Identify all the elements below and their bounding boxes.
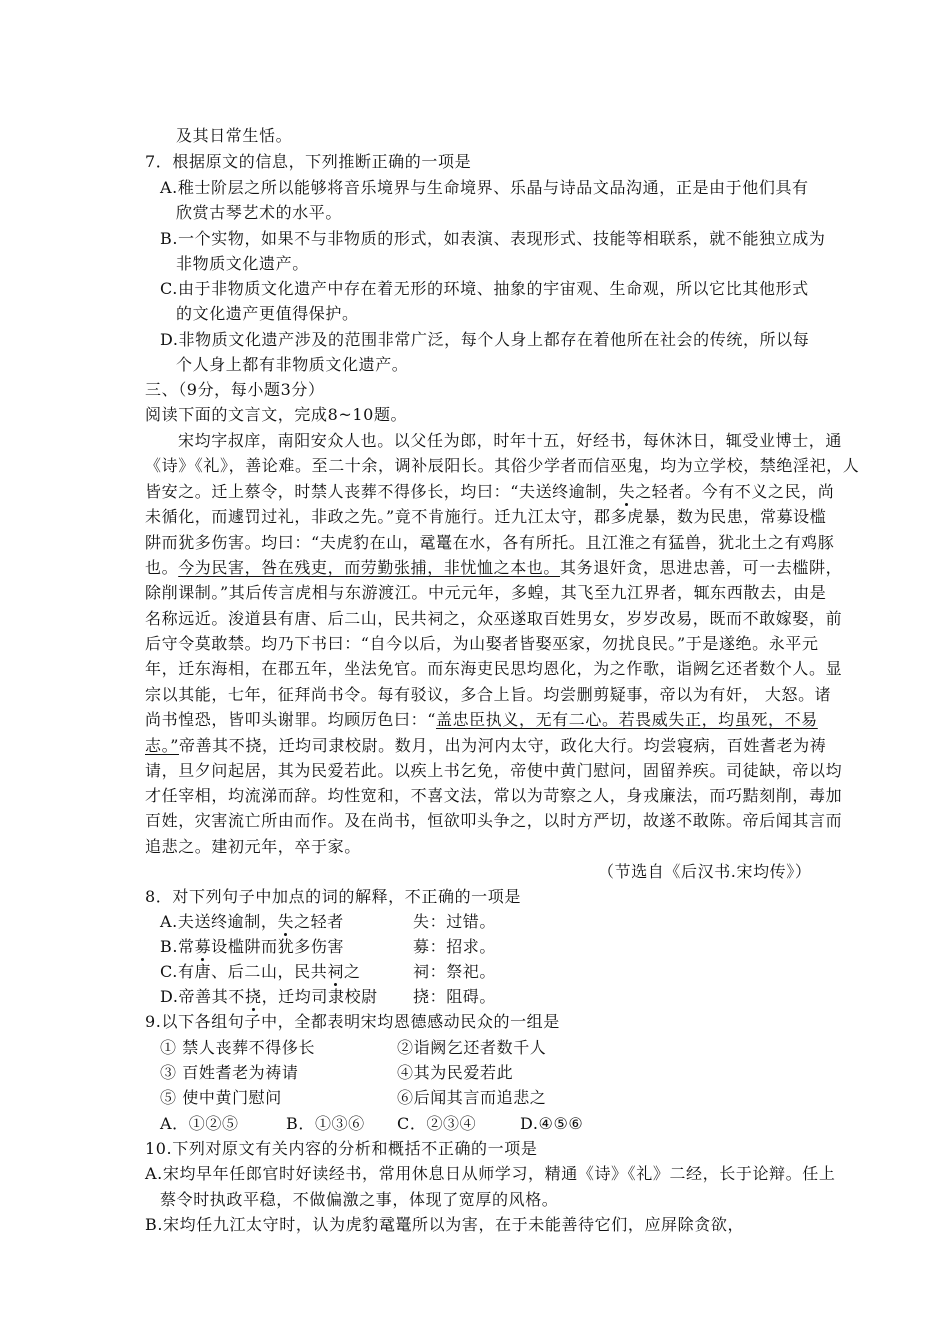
q7-option-c-line1: C.由于非物质文化遗产中存在着无形的环境、抽象的宇宙观、生命观，所以它比其他形式	[160, 279, 809, 298]
underlined-sentence: 盖忠臣执义，无有二心。若畏威失正，均虽死，不易	[435, 710, 818, 729]
passage-source: （节选自《后汉书.宋均传》）	[598, 862, 812, 881]
passage-text: 其务退奸贪，思进忠善，可一去槛阱，	[560, 558, 843, 577]
q9-item: ②诣阙乞还者数千人	[397, 1038, 547, 1057]
q10-option-a-line2: 蔡令时执政平稳，不做偏激之事，体现了宽厚的风格。	[160, 1190, 559, 1209]
q8-option-a	[160, 912, 344, 932]
q9-option: B．①③⑥	[286, 1114, 365, 1133]
q8-option-b	[160, 937, 344, 957]
q9-option: C．②③④	[397, 1114, 477, 1133]
underlined-sentence: 今为民害，咎在残吏，而劳勤张捕，非忧恤之本也。	[178, 558, 561, 577]
section3-title: 三、（9分，每小题3分）	[145, 380, 325, 399]
passage-text: 也。	[145, 558, 179, 577]
option-text: 设槛阱而犹多伤害	[211, 937, 345, 956]
q8-option-c-gloss: 祠：祭祀。	[413, 962, 497, 981]
q9-item: ④其为民爱若此	[397, 1063, 514, 1082]
section3-instruction: 阅读下面的文言文，完成8~10题。	[145, 405, 408, 424]
q9-item: ⑥后闻其言而追悲之	[397, 1088, 547, 1107]
q8-option-d-gloss: 挠：阻碍。	[413, 987, 497, 1006]
passage-line	[145, 558, 842, 578]
q10-stem: 10.下列对原文有关内容的分析和概括不正确的一项是	[145, 1139, 538, 1158]
q7-option-a-line1: A.稚士阶层之所以能够将音乐境界与生命境界、乐晶与诗品文品沟通，正是由于他们具有	[160, 178, 809, 197]
passage-line: 阱而犹多伤害。均曰：“夫虎豹在山，鼋鼍在水，各有所托。且江淮之有猛兽，犹北土之有鸡豚	[145, 533, 835, 552]
q8-option-d	[160, 987, 378, 1007]
passage-line: 才任宰相，均流涕而辞。均性宽和，不喜文法，常以为苛察之人，身戎廉法，而巧黠刻削，毒加	[145, 786, 843, 805]
passage-line: 名称远近。浚道县有唐、后二山，民共祠之，众巫遂取百姓男女，岁岁改易，既而不敢嫁娶，前	[145, 609, 843, 628]
q8-option-c	[160, 962, 361, 982]
passage-line: 年，迁东海相，在郡五年，坐法免官。而东海吏民思均恩化，为之作歌，诣阙乞还者数个人。显	[145, 659, 843, 678]
q8-stem: 8．对下列句子中加点的词的解释，不正确的一项是	[145, 887, 521, 906]
dotted-word: 挠	[244, 987, 262, 1006]
q9-stem: 9.以下各组句子中，全都表明宋均恩德感动民众的一组是	[145, 1012, 560, 1031]
q7-option-b-line2: 非物质文化遗产。	[176, 254, 309, 273]
q7-option-a-line2: 欣赏古琴艺术的水平。	[176, 203, 343, 222]
option-text: C.有唐、后二山，民共	[160, 962, 328, 981]
option-text: A.夫送终逾制，	[160, 912, 278, 931]
option-text: 之	[343, 962, 361, 981]
q9-item: ① 禁人丧葬不得侈长	[160, 1038, 316, 1057]
q9-item: ⑤ 使中黄门慰问	[160, 1088, 282, 1107]
passage-line: 宋均字叔庠，南阳安众人也。以父任为郎，时年十五，好经书，每休沐日，辄受业博士，通	[178, 431, 843, 450]
q7-option-d-line1: D.非物质文化遗产涉及的范围非常广泛，每个人身上都存在着他所在社会的传统，所以每	[160, 330, 810, 349]
dotted-word: 募	[194, 937, 212, 956]
option-text: D.帝善其不	[160, 987, 245, 1006]
passage-line: 未循化，而遽罚过礼，非政之先。”竟不肯施行。迁九江太守，郡多虎暴，数为民患，常募设槛	[145, 507, 827, 526]
underlined-sentence: 志。”	[145, 736, 179, 755]
passage-text: 皆安之。迁上蔡令，时禁人丧葬不得侈长，均曰：“夫送终逾制，	[145, 482, 619, 501]
passage-line: 宗以其能，七年，征拜尚书令。每有驳议，多合上旨。均尝删剪疑事，帝以为有奸， 大怒。诸	[145, 685, 832, 704]
q9-option: D.④⑤⑥	[520, 1114, 584, 1133]
option-text: ，迁均司隶校尉	[261, 987, 378, 1006]
passage-line: 后守令莫敢禁。均乃下书曰：“自今以后，为山娶者皆娶巫家，勿扰良民。”于是遂绝。永平元	[145, 634, 819, 653]
q7-option-d-line2: 个人身上都有非物质文化遗产。	[176, 355, 409, 374]
option-text: 之轻者	[294, 912, 344, 931]
passage-line: 百姓，灾害流亡所由而作。及在尚书，恒欲叩头争之，以时方严切，故遂不敢陈。帝后闻其言而	[145, 811, 843, 830]
passage-line	[145, 736, 826, 756]
q10-option-a-line1: A.宋均早年任郎官时好读经书，常用休息日从师学习，精通《诗》《礼》二经，长于论辩。任上	[145, 1164, 836, 1183]
dotted-word: 祠	[327, 962, 344, 981]
dotted-word: 失	[277, 912, 295, 931]
q8-option-a-gloss: 失：过错。	[413, 912, 497, 931]
q7-option-b-line1: B.一个实物，如果不与非物质的形式，如表演、表现形式、技能等相联系，就不能独立成为	[160, 229, 826, 248]
dotted-word: 失	[618, 482, 636, 501]
passage-line: 除削课制。”其后传言虎相与东游渡江。中元元年，多蝗，其飞至九江界者，辄东西散去，由是	[145, 583, 827, 602]
passage-line	[145, 482, 834, 502]
passage-text: 之轻者。今有不义之民，尚	[635, 482, 835, 501]
passage-text: 帝善其不挠，迁均司隶校尉。数月，出为河内太守，政化大行。均尝寝病，百姓耆老为祷	[178, 736, 827, 755]
q6-option-tail: 及其日常生恬。	[176, 126, 293, 145]
option-text: B.常	[160, 937, 195, 956]
q10-option-b-line1: B.宋均任九江太守时，认为虎豹鼋鼍所以为害，在于未能善待它们，应屏除贪欲，	[145, 1215, 745, 1234]
q9-option: A．①②⑤	[160, 1114, 239, 1133]
q7-option-c-line2: 的文化遗产更值得保护。	[176, 304, 359, 323]
passage-line: 追悲之。建初元年，卒于家。	[145, 837, 361, 856]
passage-line: 《诗》《礼》，善论难。至二十余，调补辰阳长。其俗少学者而信巫鬼，均为立学校，禁绝淫祀，人	[145, 456, 860, 475]
q9-item: ③ 百姓耆老为祷请	[160, 1063, 299, 1082]
q8-option-b-gloss: 募：招求。	[413, 937, 497, 956]
passage-text: 尚书惶恐，皆叩头谢罪。均顾厉色曰：“	[145, 710, 436, 729]
q7-stem: 7．根据原文的信息，下列推断正确的一项是	[145, 152, 472, 171]
passage-line: 请，旦夕问起居，其为民爱若此。以疾上书乞免，帝使中黄门慰问，固留养疾。司徒缺，帝以均	[145, 761, 843, 780]
passage-line	[145, 710, 818, 730]
